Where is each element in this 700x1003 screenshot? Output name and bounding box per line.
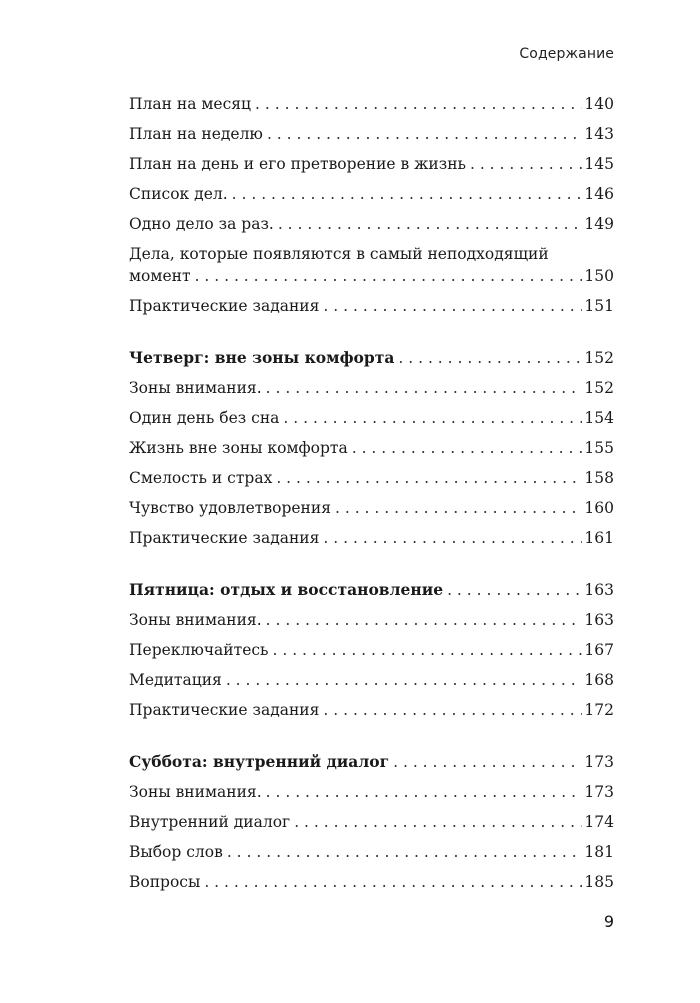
toc-entry-page: 160	[584, 499, 614, 517]
toc-entry-page: 150	[584, 267, 614, 285]
toc-entry-page: 173	[584, 783, 614, 801]
section-gap	[129, 729, 614, 751]
table-of-contents	[129, 93, 614, 901]
toc-entry-title: Список дел.	[129, 185, 228, 203]
toc-chapter-entry[interactable]	[129, 751, 614, 773]
toc-chapter-title: Пятница: отдых и восстановление	[129, 580, 444, 599]
toc-entry[interactable]	[129, 93, 614, 115]
toc-entry[interactable]	[129, 871, 614, 893]
toc-entry-page: 155	[584, 439, 614, 457]
toc-entry-page: 174	[584, 813, 614, 831]
toc-entry-title: Смелость и страх	[129, 469, 273, 487]
toc-entry[interactable]	[129, 183, 614, 205]
toc-entry-title: Зоны внимания.	[129, 379, 262, 397]
toc-entry-multiline[interactable]	[129, 243, 614, 287]
toc-entry-title: Жизнь вне зоны комфорта	[129, 439, 348, 457]
toc-entry[interactable]	[129, 295, 614, 317]
toc-entry[interactable]	[129, 213, 614, 235]
leader-dots	[470, 153, 582, 175]
leader-dots	[447, 579, 582, 601]
toc-entry-title: План на неделю	[129, 125, 263, 143]
toc-entry[interactable]	[129, 467, 614, 489]
toc-entry-title: Переключайтесь	[129, 641, 269, 659]
toc-entry-page: 154	[584, 409, 614, 427]
toc-entry-title: Зоны внимания.	[129, 783, 262, 801]
leader-dots	[266, 377, 583, 399]
leader-dots	[266, 781, 583, 803]
toc-entry-title-line1: Дела, которые появляются в самый неподходящий	[129, 245, 549, 263]
toc-entry[interactable]	[129, 123, 614, 145]
toc-entry[interactable]	[129, 407, 614, 429]
toc-entry[interactable]	[129, 781, 614, 803]
toc-entry-title: Медитация	[129, 671, 222, 689]
toc-entry[interactable]	[129, 639, 614, 661]
leader-dots	[204, 871, 582, 893]
page-number: 9	[603, 912, 614, 931]
toc-entry-page: 140	[584, 95, 614, 113]
toc-entry-title: Выбор слов	[129, 843, 223, 861]
toc-entry-page: 163	[584, 581, 614, 599]
toc-entry[interactable]	[129, 437, 614, 459]
toc-chapter-entry[interactable]	[129, 579, 614, 601]
toc-entry-title: План на день и его претворение в жизнь	[129, 155, 466, 173]
toc-entry-page: 185	[584, 873, 614, 891]
toc-entry-page: 143	[584, 125, 614, 143]
toc-entry-page: 145	[584, 155, 614, 173]
toc-entry-page: 149	[584, 215, 614, 233]
toc-entry-title: Зоны внимания.	[129, 611, 262, 629]
toc-entry-title: Практические задания	[129, 701, 320, 719]
leader-dots	[393, 751, 582, 773]
toc-entry-page: 172	[584, 701, 614, 719]
toc-entry-page: 158	[584, 469, 614, 487]
toc-entry-title: План на месяц	[129, 95, 252, 113]
leader-dots	[227, 841, 583, 863]
toc-entry[interactable]	[129, 377, 614, 399]
toc-entry-title: Практические задания	[129, 297, 320, 315]
toc-entry[interactable]	[129, 811, 614, 833]
toc-entry[interactable]	[129, 669, 614, 691]
leader-dots	[323, 295, 582, 317]
toc-chapter-title: Четверг: вне зоны комфорта	[129, 348, 395, 367]
running-header: Содержание	[519, 46, 614, 62]
toc-entry-page: 152	[584, 379, 614, 397]
leader-dots	[273, 639, 583, 661]
toc-entry[interactable]	[129, 841, 614, 863]
toc-chapter-title: Суббота: внутренний диалог	[129, 752, 390, 771]
leader-dots	[294, 811, 582, 833]
toc-entry-page: 161	[584, 529, 614, 547]
leader-dots	[255, 93, 582, 115]
toc-chapter-entry[interactable]	[129, 347, 614, 369]
leader-dots	[266, 609, 583, 631]
toc-entry-page: 168	[584, 671, 614, 689]
toc-entry-page: 151	[584, 297, 614, 315]
leader-dots	[276, 467, 582, 489]
toc-entry-page: 146	[584, 185, 614, 203]
toc-entry-title: момент	[129, 267, 191, 285]
toc-entry-title: Чувство удовлетворения	[129, 499, 331, 517]
section-gap	[129, 325, 614, 347]
toc-entry[interactable]	[129, 497, 614, 519]
leader-dots	[278, 213, 583, 235]
leader-dots	[195, 265, 583, 287]
leader-dots	[226, 669, 583, 691]
leader-dots	[267, 123, 582, 145]
toc-entry-page: 181	[584, 843, 614, 861]
toc-entry-page: 173	[584, 753, 614, 771]
leader-dots	[232, 183, 583, 205]
toc-entry-page: 163	[584, 611, 614, 629]
toc-entry-title: Один день без сна	[129, 409, 280, 427]
leader-dots	[398, 347, 582, 369]
toc-entry[interactable]	[129, 527, 614, 549]
leader-dots	[323, 527, 582, 549]
toc-entry-page: 167	[584, 641, 614, 659]
leader-dots	[283, 407, 582, 429]
toc-entry[interactable]	[129, 609, 614, 631]
leader-dots	[335, 497, 582, 519]
toc-entry-title: Вопросы	[129, 873, 201, 891]
toc-entry-title: Одно дело за раз.	[129, 215, 274, 233]
section-gap	[129, 557, 614, 579]
toc-entry[interactable]	[129, 699, 614, 721]
toc-entry-title: Внутренний диалог	[129, 813, 291, 831]
toc-entry-title: Практические задания	[129, 529, 320, 547]
leader-dots	[352, 437, 583, 459]
toc-entry[interactable]	[129, 153, 614, 175]
toc-entry-page: 152	[584, 349, 614, 367]
leader-dots	[323, 699, 582, 721]
